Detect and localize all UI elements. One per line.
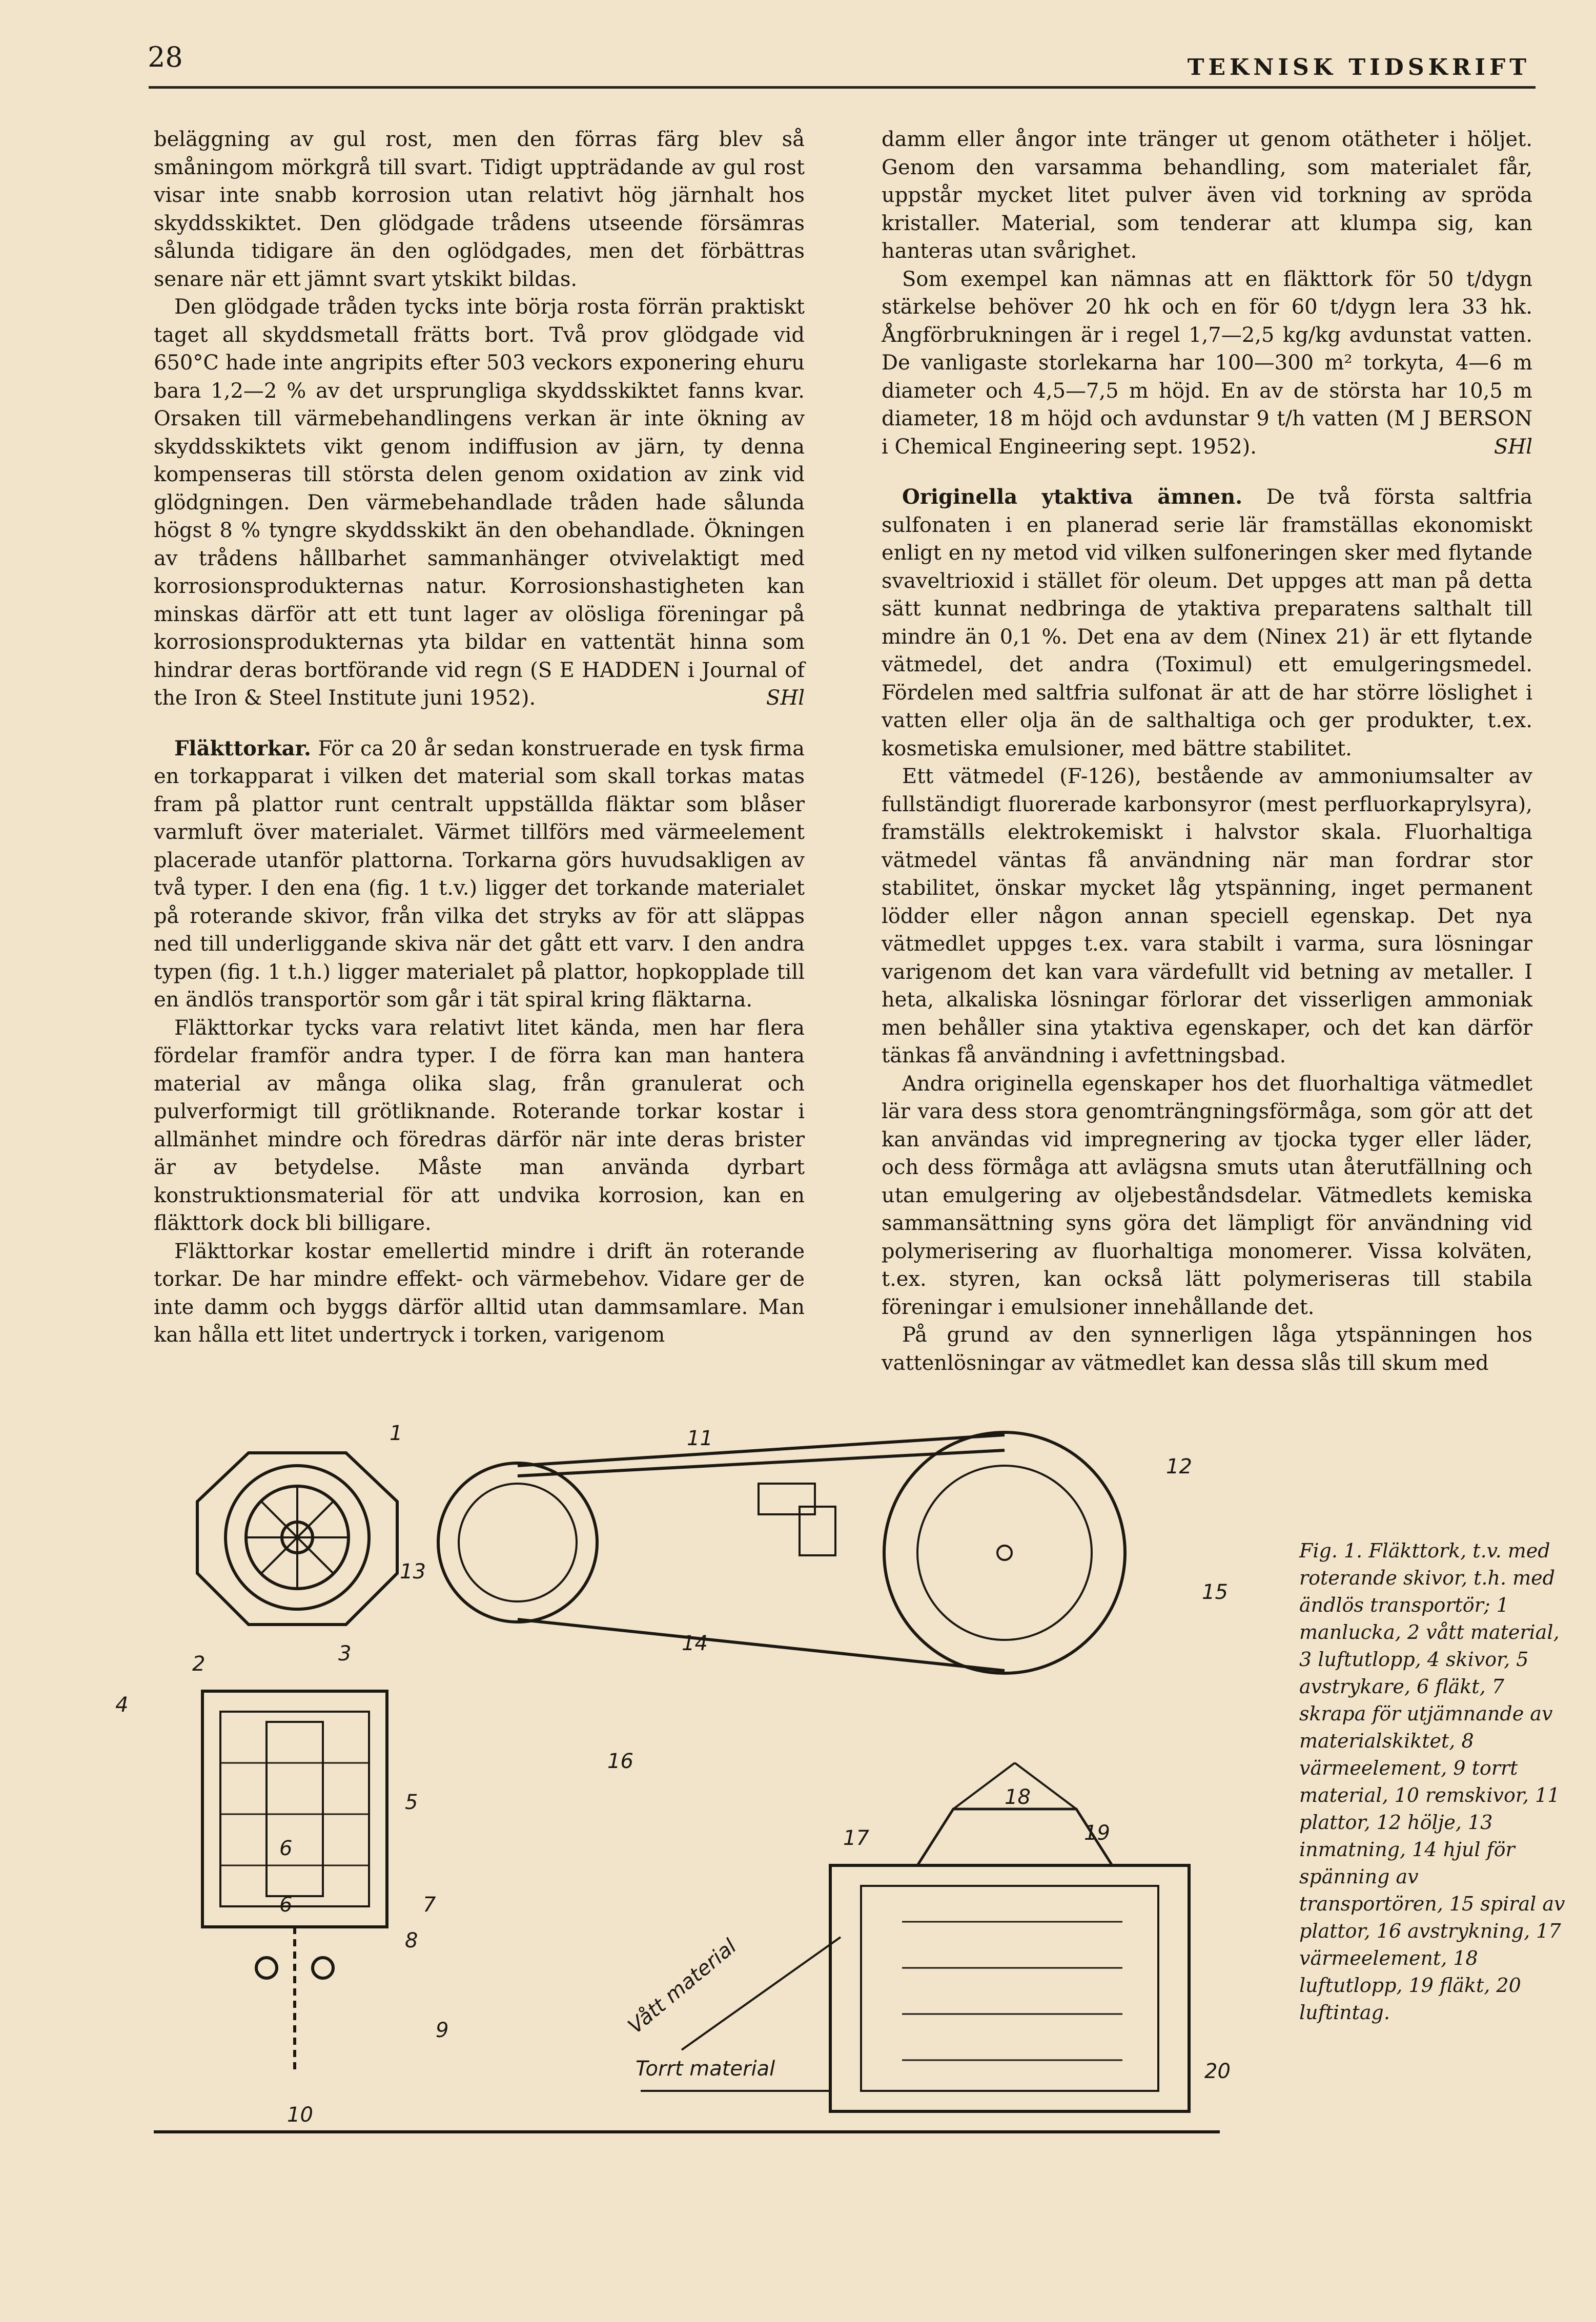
rotating-dryer-elevation bbox=[202, 1691, 387, 2070]
figure-label: 7 bbox=[423, 1893, 436, 1917]
dry-material-label: Torrt material bbox=[636, 2057, 775, 2081]
figure-label: 20 bbox=[1204, 2060, 1231, 2083]
figure-label: 2 bbox=[192, 1652, 206, 1676]
figure-label: 1 bbox=[390, 1422, 403, 1445]
section-paragraph: Originella ytaktiva ämnen. De två första saltfria sulfonaten i en planerad serie lär framställas ekonomiskt enligt en ny metod vid vilken sulfoneringen sker med flytande svaveltrioxid i stället för oleum. Det uppges att man på detta sätt kunnat nedbringa de ytaktiva preparatens salthalt till mindre än 0,1 %. Det ena av dem (Ninex 21) är ett flytande vätmedel, det andra (Toximul) ett emulgeringsmedel. Fördelen med saltfria sulfonat är att de har större löslighet i vatten eller olja än de salthaltiga och ger produkter, t.ex. kosmetiska emulsioner, med bättre stabilitet. bbox=[882, 485, 1533, 761]
transporter-elevation bbox=[438, 1432, 1125, 1673]
figure-label: 18 bbox=[1005, 1785, 1031, 1809]
page-number: 28 bbox=[148, 41, 183, 73]
figure-label: 16 bbox=[607, 1750, 633, 1773]
paragraph: Fläkttorkar tycks vara relativt litet kända, men har flera fördelar framför andra typer. I de förra kan man hantera material av många olika slag, från granulerat och pulverformigt till grötliknande. Roterande torkar kostar i allmänhet mindre och föredras därför när inte deras brister är av betydelse. Måste man använda dyrbart konstruktionsmaterial för att undvika korrosion, kan en fläkttork dock bli billigare. bbox=[154, 1016, 805, 1235]
wet-material-label: Vått material bbox=[623, 1935, 741, 2039]
paragraph: Den glödgade tråden tycks inte börja rosta förrän praktiskt taget all skyddsmetall frätts bort. Två prov glödgade vid 650°C hade inte angripits efter 503 veckors exponering ehuru bara 1,2—2 % av det ursprungliga skyddsskiktet fanns kvar. Orsaken till värmebehandlingens verkan är inte ökning av skyddsskiktets vikt genom indiffusion av järn, ty denna kompenseras till största delen genom oxidation av zink vid glödgningen. Den värmebehandlade tråden hade sålunda högst 8 % tyngre skyddsskikt än den obehandlade. Ökningen av trådens hållbarhet sammanhänger otvivelaktigt med korrosionsprodukternas natur. Korrosionshastigheten kan minskas därför att ett tunt lager av olösliga föreningar på korrosionsprodukternas yta bildar en vattentät hinna som hindrar deras bortförande vid regn (S E HADDEN i Journal of the Iron & Steel Institute juni 1952). SHl bbox=[154, 293, 805, 712]
figure-label: 12 bbox=[1166, 1455, 1192, 1478]
figure-label: 19 bbox=[1084, 1821, 1110, 1845]
figure-label: 8 bbox=[405, 1929, 418, 1953]
right-column bbox=[882, 126, 1532, 1377]
paragraph: damm eller ångor inte tränger ut genom otätheter i höljet. Genom den varsamma behandling, som materialet får, uppstår mycket litet pulver även vid torkning av spröda kristaller. Material, som tenderar att klumpa sig, kan hanteras utan svårighet. bbox=[882, 128, 1532, 263]
section-heading: Fläkttorkar. bbox=[174, 736, 311, 761]
signature: SHl bbox=[766, 686, 805, 710]
figure-label: 9 bbox=[436, 2019, 449, 2042]
paragraph: Som exempel kan nämnas att en fläkttork för 50 t/dygn stärkelse behöver 20 hk och en för 60 t/dygn lera 33 hk. Ångförbrukningen är i regel 1,7—2,5 kg/kg avdunstat vatten. De vanligaste storlekarna har 100—300 m² torkyta, 4—6 m diameter och 4,5—7,5 m höjd. En av de största har 10,5 m diameter, 18 m höjd och avdunstar 9 t/h vatten (M J BERSON i Chemical Engineering sept. 1952). SHl bbox=[882, 265, 1532, 461]
header-rule bbox=[149, 86, 1536, 89]
section-paragraph: Fläkttorkar. För ca 20 år sedan konstruerade en tysk firma en torkapparat i vilken det material som skall torkas matas fram på plattor runt centralt uppställda fläktar som blåser varmluft över materialet. Värmet tillförs med värmeelement placerade utanför plattorna. Torkarna görs huvudsakligen av två typer. I den ena (fig. 1 t.v.) ligger det torkande materialet på roterande skivor, från vilka det stryks av för att släppas ned till underliggande skiva när det gått ett varv. I den andra typen (fig. 1 t.h.) ligger materialet på plattor, hopkopplade till en ändlös transportör som går i tät spiral kring fläktarna. bbox=[154, 736, 805, 1012]
figure-caption: Fig. 1. Fläkttork, t.v. med roterande skivor, t.h. med ändlös transportör; 1 manlucka, 2 vått material, 3 luftutlopp, 4 skivor, 5 avstrykare, 6 fläkt, 7 skrapa för utjämnande av materialskiktet, 8 värmeelement, 9 torrt material, 10 remskivor, 11 plattor, 12 hölje, 13 inmatning, 14 hjul för spänning av transportören, 15 spiral av plattor, 16 avstrykning, 17 värmeelement, 18 luftutlopp, 19 fläkt, 20 luftintag. bbox=[1299, 1539, 1565, 2024]
paragraph: På grund av den synnerligen låga ytspänningen hos vattenlösningar av vätmedlet kan dessa slås till skum med bbox=[882, 1323, 1532, 1375]
plate-spokes bbox=[246, 1486, 349, 1589]
figure-label: 4 bbox=[115, 1693, 129, 1717]
figure-label: 17 bbox=[843, 1826, 869, 1850]
figure-label: 14 bbox=[682, 1632, 708, 1655]
left-column bbox=[154, 126, 805, 1349]
running-header: TEKNISK TIDSKRIFT bbox=[1187, 54, 1530, 80]
section-heading: Originella ytaktiva ämnen. bbox=[902, 485, 1243, 509]
figure-label: 6 bbox=[279, 1893, 293, 1917]
figure-label: 15 bbox=[1202, 1580, 1228, 1604]
paragraph: Ett vätmedel (F-126), bestående av ammoniumsalter av fullständigt fluorerade karbonsyror (mest perfluorkaprylsyra), framställs elektrokemiskt i halvstor skala. Fluorhaltiga vätmedel väntas få användning när man fordrar stor stabilitet, önskar mycket låg ytspänning, inget permanent lödder eller någon annan speciell egenskap. Det nya vätmedlet uppges t.ex. vara stabilt i varma, sura lösningar varigenom det kan vara värdefullt vid betning av metaller. I heta, alkaliska lösningar förlorar det visserligen ammoniak men behåller sina ytaktiva egenskaper, och det kan därför tänkas få användning i avfettningsbad. bbox=[882, 765, 1532, 1067]
rotating-dryer-plan bbox=[197, 1453, 397, 1625]
figure-label: 3 bbox=[338, 1642, 352, 1666]
figure-label: 13 bbox=[400, 1560, 426, 1584]
paragraph: beläggning av gul rost, men den förras färg blev så småningom mörkgrå till svart. Tidigt uppträdande av gul rost visar inte snabb korrosion utan relativt hög järnhalt hos skyddsskiktet. Den glödgade trådens utseende försämras sålunda tidigare än den oglödgades, men det förbättras senare när ett jämnt svart ytskikt bildas. bbox=[154, 128, 805, 291]
paragraph: Andra originella egenskaper hos det fluorhaltiga vätmedlet lär vara dess stora genomträngningsförmåga, som gör att det kan användas vid impregnering av tjocka tyger eller läder, och dess förmåga att avlägsna smuts utan återutfällning och utan emulgering av oljebeståndsdelar. Vätmedlets kemiska sammansättning syns göra det lämpligt för användning vid polymerisering av fluorhaltiga monomerer. Vissa kolväten, t.ex. styren, kan också lätt polymeriseras till stabila föreningar i emulsioner innehållande det. bbox=[882, 1072, 1532, 1319]
figure-label: 6 bbox=[279, 1837, 293, 1860]
figure-drawing bbox=[103, 1404, 1261, 2173]
paragraph: Fläkttorkar kostar emellertid mindre i drift än roterande torkar. De har mindre effekt- och värmebehov. Vidare ger de inte damm och byggs därför alltid utan dammsamlare. Man kan hålla ett litet undertryck i torken, varigenom bbox=[154, 1239, 805, 1347]
signature: SHl bbox=[1493, 435, 1532, 459]
figure-label: 5 bbox=[405, 1791, 418, 1814]
figure-label: 11 bbox=[687, 1427, 713, 1450]
figure-label: 10 bbox=[287, 2103, 313, 2127]
